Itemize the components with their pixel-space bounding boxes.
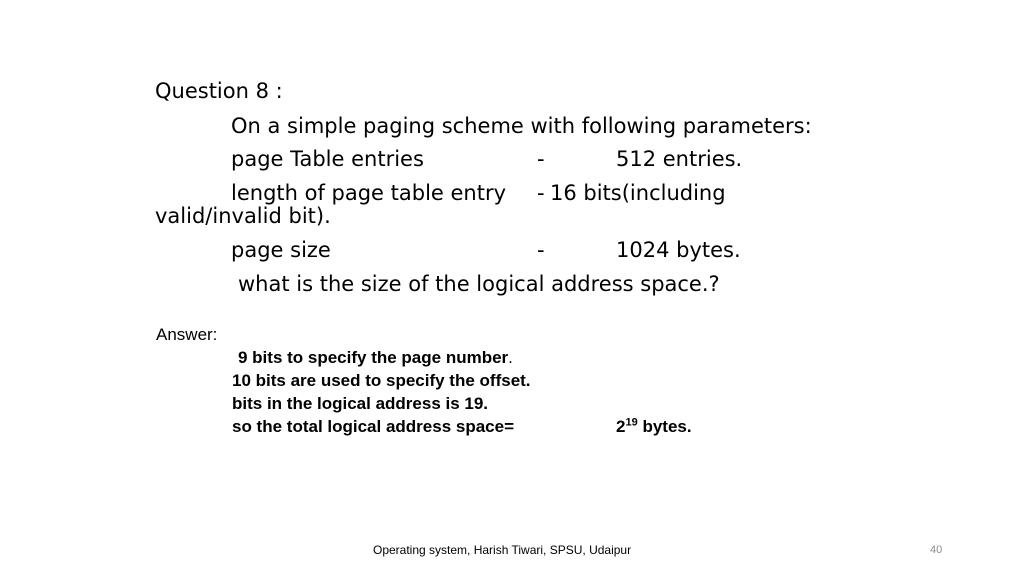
answer-line-page-number-text: 9 bits to specify the page number [238, 348, 509, 367]
question-intro: On a simple paging scheme with following parameters: [231, 114, 812, 138]
param-value-page-size: 1024 bytes. [616, 238, 741, 262]
question-title: Question 8 : [155, 79, 283, 103]
param-dash-table-entries: - [537, 147, 545, 171]
answer-result-unit: bytes. [637, 417, 692, 436]
param-value-entry-length: 16 bits(including [550, 181, 726, 205]
answer-line-offset: 10 bits are used to specify the offset. [232, 371, 531, 390]
param-label-entry-length: length of page table entry [231, 181, 507, 205]
answer-label: Answer: [156, 325, 218, 344]
answer-result-base: 2 [616, 417, 626, 436]
footer-text: Operating system, Harish Tiwari, SPSU, Udaipur [373, 543, 632, 557]
answer-line-total: so the total logical address space= [232, 417, 515, 436]
answer-result-exponent: 19 [625, 416, 638, 429]
answer-line-page-number-suffix: . [508, 348, 513, 367]
param-label-page-size: page size [231, 238, 331, 262]
param-continuation-entry-length: valid/invalid bit). [155, 204, 331, 228]
answer-line-address-bits: bits in the logical address is 19. [232, 394, 489, 413]
answer-line-page-number [238, 349, 513, 366]
answer-result [616, 418, 692, 435]
question-prompt: what is the size of the logical address space.? [238, 272, 720, 296]
param-value-table-entries: 512 entries. [616, 147, 743, 171]
param-dash-entry-length: - [537, 181, 545, 205]
page-number: 40 [930, 544, 943, 556]
param-dash-page-size: - [537, 238, 545, 262]
param-label-table-entries: page Table entries [231, 147, 424, 171]
